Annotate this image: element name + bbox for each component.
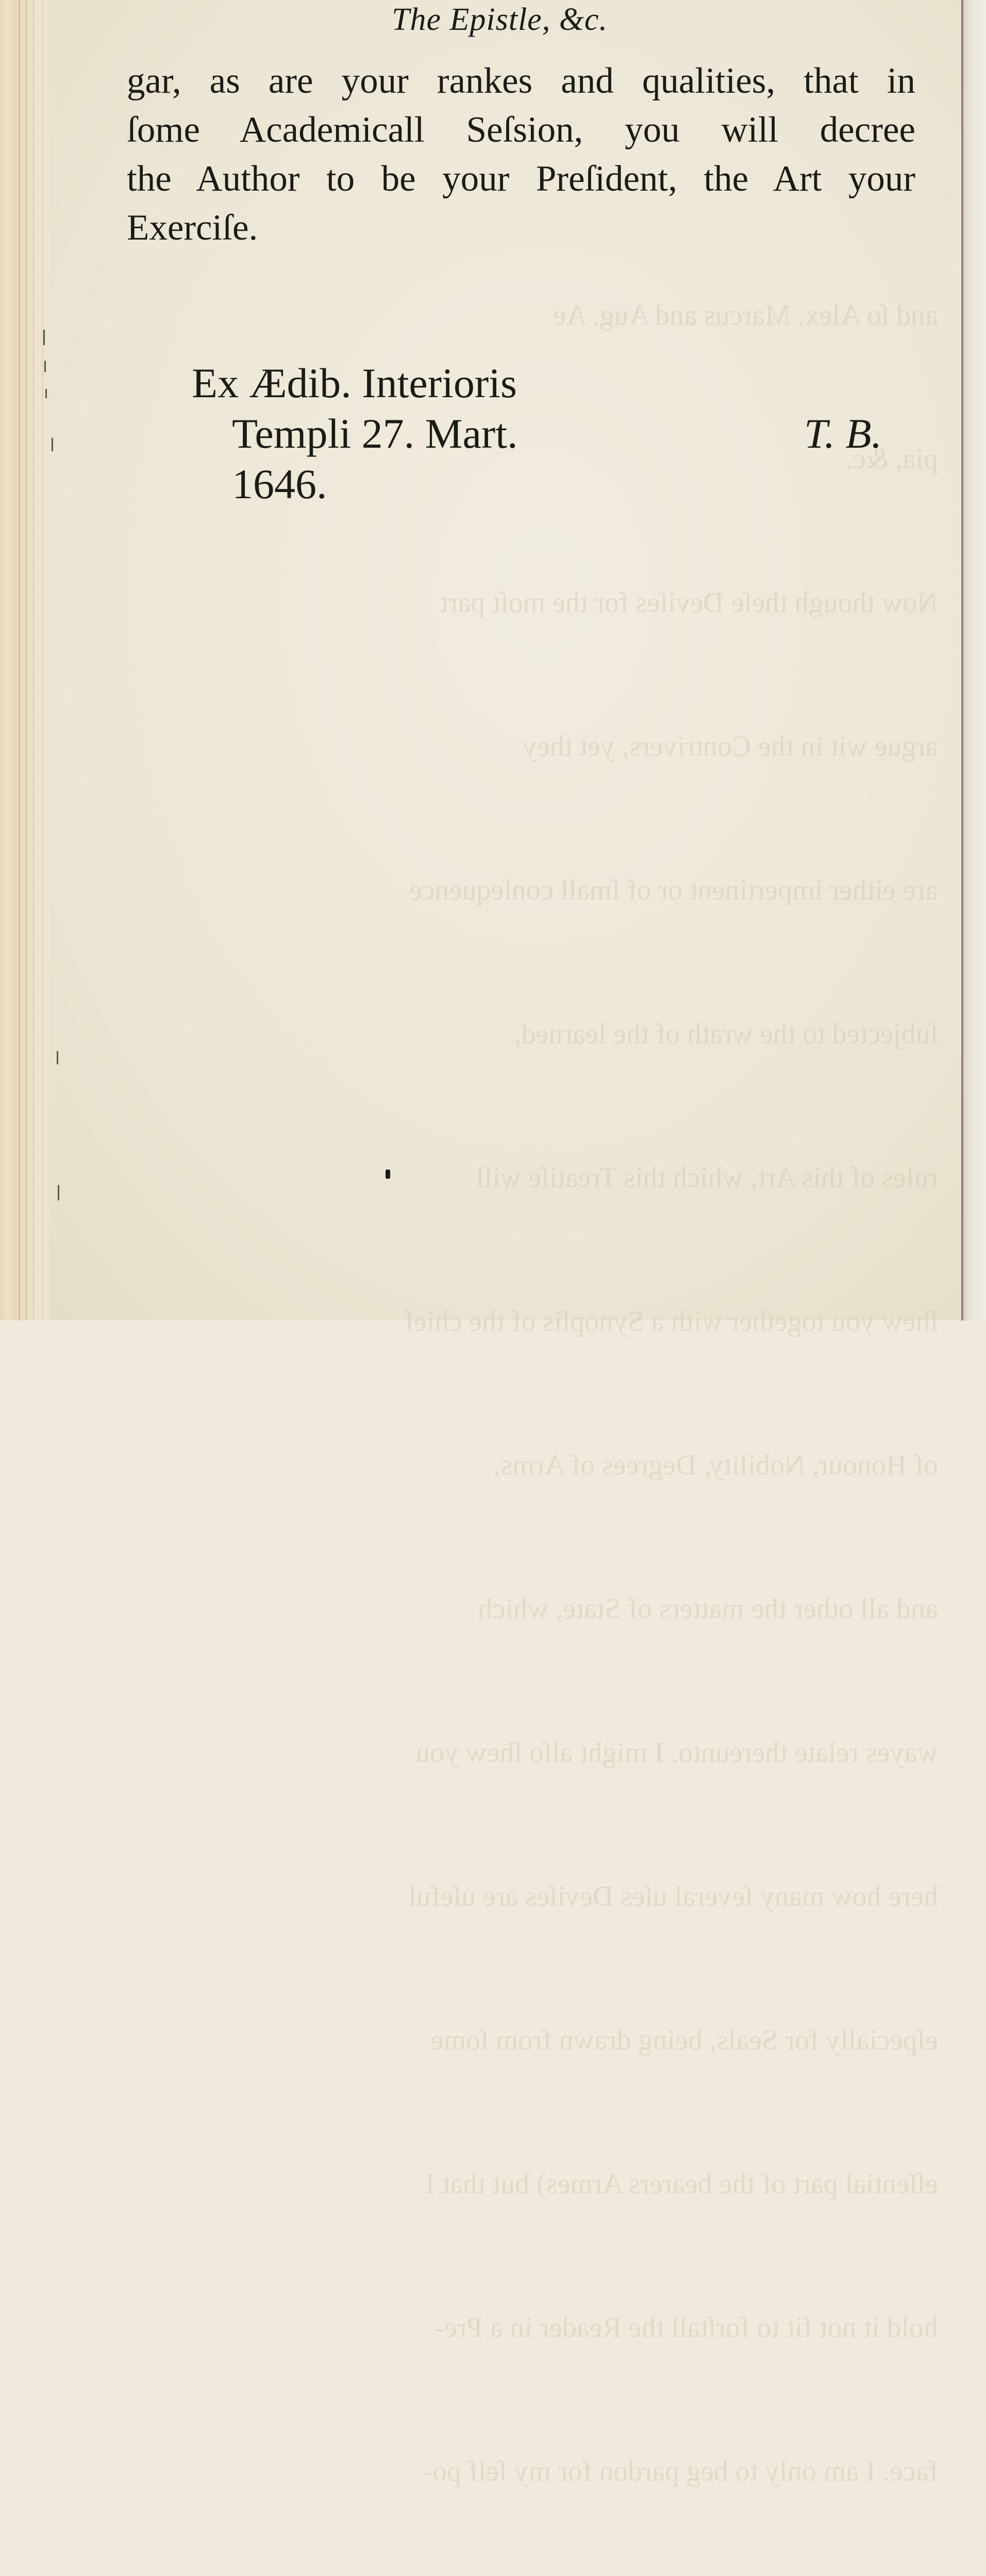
running-head: The Epistle, &c. <box>392 2 608 37</box>
gutter-shadow-line <box>42 0 43 1320</box>
gutter-shadow-line <box>33 0 34 1320</box>
gutter-mark <box>52 438 53 451</box>
gutter-shadow-line <box>26 0 27 1320</box>
gutter-shadow-line <box>19 0 20 1320</box>
gutter-mark <box>57 1051 58 1064</box>
signoff-date: Templi 27. Mart. <box>232 410 518 457</box>
gutter-mark <box>45 389 47 398</box>
body-text <box>127 57 915 252</box>
gutter-mark <box>58 1185 59 1200</box>
signoff-year: 1646. <box>232 461 327 507</box>
signoff-block <box>192 358 518 510</box>
body-line: gar, as are your rankes and qualities, that in <box>127 61 915 101</box>
binding-gutter <box>0 0 49 1320</box>
verso-show-through: and ſo Alex. Marcus and Aug. Ae pia, &c. Now though theſe Deviſes for the moſt part argue wit in the Contrivers, yet they are either impertinent or of ſmall conſequence ſubjected to the wrath of the learned, rules of this Art, which this Treatiſe will ſhew you together with a Synopſis of the chief of Honour, Nobility, Degrees of Arms, and all other the matters of State, which wayes relate thereunto. I might alſo ſhew you here how many ſeveral uſes Deviſes are uſeful eſpecially for Seals, being drawn from ſome eſſential part of the bearers Armes) but that I hold it not fit to forſtall the Reader in a Pre- face. I am only to beg pardon for my ſelf po- <box>404 299 938 2487</box>
signoff-location: Ex Ædib. Interioris <box>192 360 517 406</box>
gutter-mark <box>43 330 45 345</box>
gutter-mark <box>44 361 46 372</box>
ink-spot <box>386 1170 390 1179</box>
page-right-edge <box>963 0 986 1320</box>
body-line: ſome Academicall Seſsion, you will decree <box>127 110 915 150</box>
author-initials: T. B. <box>804 410 882 457</box>
body-line: Exerciſe. <box>127 208 258 248</box>
body-line: the Author to be your Preſident, the Art your <box>127 159 915 199</box>
